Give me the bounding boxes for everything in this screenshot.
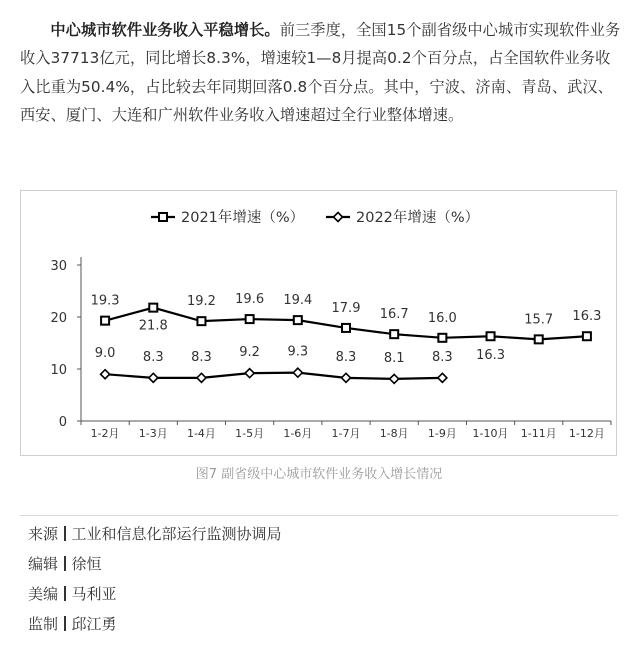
data-label: 21.8	[138, 318, 168, 334]
legend-label: 2021年增速（%）	[181, 210, 305, 226]
figure-caption: 图7 副省级中心城市软件业务收入增长情况	[195, 467, 443, 482]
x-tick-label: 1-8月	[379, 427, 409, 440]
data-label: 8.3	[432, 349, 453, 365]
data-point	[487, 332, 495, 340]
data-point	[390, 330, 398, 338]
credit-editor	[28, 550, 282, 580]
data-label: 16.3	[572, 309, 602, 325]
data-label: 9.0	[94, 346, 116, 362]
data-point	[246, 315, 254, 323]
legend-marker	[159, 213, 167, 221]
data-label: 17.9	[331, 300, 361, 316]
x-tick-label: 1-11月	[520, 427, 557, 440]
x-tick-label: 1-12月	[568, 427, 605, 440]
credit-value: 徐恒	[71, 555, 102, 573]
data-label: 8.3	[335, 349, 357, 365]
x-tick-label: 1-2月	[90, 427, 120, 440]
line-chart	[21, 191, 616, 455]
data-point	[294, 316, 302, 324]
data-label: 8.1	[383, 350, 405, 366]
data-point	[149, 373, 158, 382]
paragraph-body: 前三季度，全国15个副省级中心城市实现软件业务收入37713亿元，同比增长8.3%，增速较1—8月提高0.2个百分点，占全国软件业务收入比重为50.4%，占比较去年同期回落0.8个百分点。其中，宁波、济南、青岛、武汉、西安、厦门、大连和广州软件业务收入增速超过全行业整体增速。	[20, 21, 621, 125]
data-point	[101, 317, 109, 325]
credit-label: 监制	[28, 615, 59, 633]
data-label: 8.3	[191, 349, 212, 365]
separator	[64, 526, 66, 541]
credit-label: 来源	[28, 525, 59, 543]
x-tick-label: 1-5月	[235, 427, 265, 440]
data-point	[438, 334, 446, 342]
y-tick-label: 10	[50, 363, 67, 378]
y-tick-label: 20	[50, 311, 67, 326]
data-point	[390, 374, 399, 383]
credit-value: 邱江勇	[71, 615, 117, 633]
credit-value: 马利亚	[71, 585, 117, 603]
separator	[64, 586, 66, 601]
data-point	[342, 373, 351, 382]
data-point	[583, 332, 591, 340]
data-label: 19.3	[90, 293, 120, 309]
data-point	[245, 369, 254, 378]
data-point	[342, 324, 350, 332]
credit-art-editor	[28, 580, 282, 610]
paragraph-lead: 中心城市软件业务收入平稳增长。	[50, 21, 280, 39]
data-label: 8.3	[142, 349, 164, 365]
legend-marker	[334, 213, 343, 222]
legend-label: 2022年增速（%）	[356, 210, 480, 226]
credit-supervisor	[28, 610, 282, 640]
y-tick-label: 30	[50, 259, 67, 274]
data-label: 9.3	[287, 344, 309, 360]
data-label: 16.7	[379, 307, 409, 323]
x-tick-label: 1-6月	[283, 427, 313, 440]
data-label: 19.2	[186, 294, 216, 310]
data-point	[149, 304, 157, 312]
data-label: 9.2	[239, 345, 260, 361]
credits	[28, 520, 282, 640]
data-label: 19.6	[235, 292, 265, 308]
x-tick-label: 1-7月	[331, 427, 361, 440]
x-tick-label: 1-9月	[427, 427, 457, 440]
data-label: 16.0	[427, 310, 457, 326]
separator	[64, 556, 66, 571]
credit-label: 编辑	[28, 555, 59, 573]
article-paragraph	[20, 16, 625, 130]
credit-source	[28, 520, 282, 550]
data-label: 15.7	[524, 312, 554, 328]
data-point	[101, 370, 110, 379]
data-point	[535, 335, 543, 343]
data-label: 19.4	[283, 293, 313, 309]
separator	[64, 616, 66, 631]
credit-label: 美编	[28, 585, 59, 603]
credit-value: 工业和信息化部运行监测协调局	[71, 525, 282, 543]
x-tick-label: 1-3月	[138, 427, 168, 440]
x-tick-label: 1-4月	[186, 427, 216, 440]
chart-frame	[20, 190, 617, 456]
data-label: 16.3	[476, 348, 506, 364]
data-point	[438, 373, 447, 382]
data-point	[197, 317, 205, 325]
y-tick-label: 0	[58, 415, 67, 430]
divider	[20, 515, 618, 516]
x-tick-label: 1-10月	[472, 427, 509, 440]
data-point	[293, 368, 302, 377]
data-point	[197, 373, 206, 382]
